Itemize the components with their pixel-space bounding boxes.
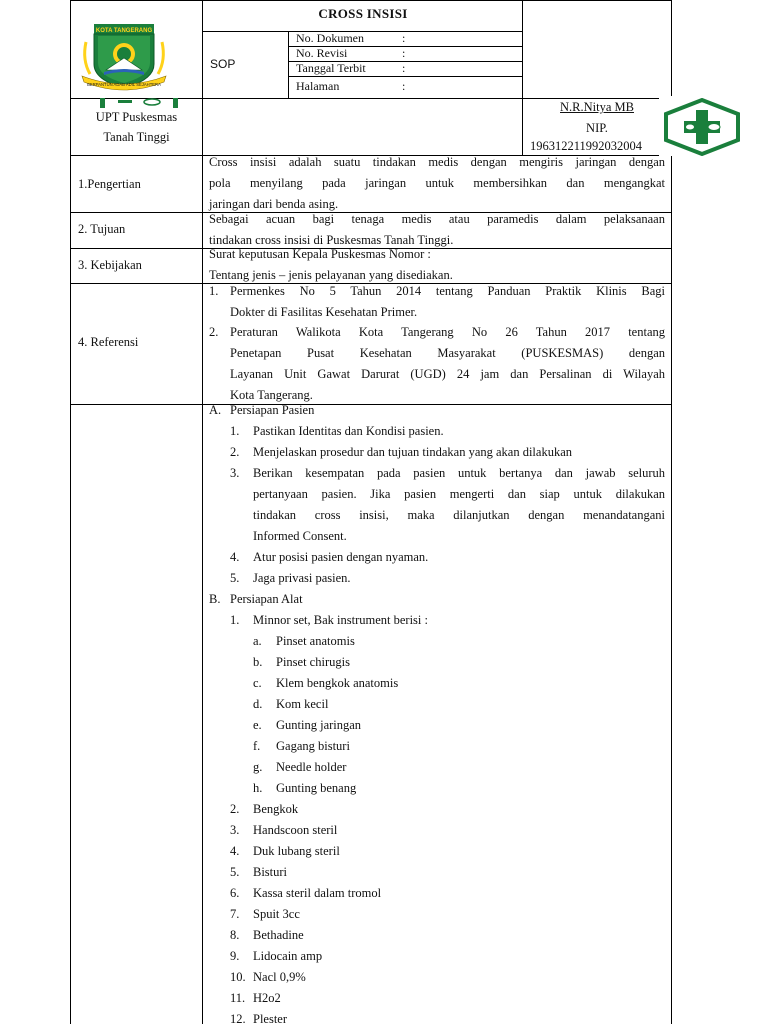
prosedur-b1-sub-h: Gunting benang — [276, 781, 357, 795]
section-label-tujuan: 2. Tujuan — [78, 222, 126, 236]
table-border-top — [70, 0, 672, 1]
prosedur-b-num-10: 10. — [230, 970, 246, 984]
prosedur-a-item-3-line-4: Informed Consent. — [253, 529, 347, 543]
prosedur-b1-sub-g: Needle holder — [276, 760, 347, 774]
prosedur-b1-sub-f: Gagang bisturi — [276, 739, 350, 753]
prosedur-a-num-3: 3. — [230, 466, 240, 480]
prosedur-b1-sub-a: Pinset anatomis — [276, 634, 355, 648]
prosedur-a-item-4: Atur posisi pasien dengan nyaman. — [253, 550, 429, 564]
tujuan-line-1: Sebagai acuan bagi tenaga medis atau paramedis dalam pelaksanaan — [209, 212, 665, 226]
prosedur-b-item-9: Lidocain amp — [253, 949, 323, 963]
prosedur-a-item-5: Jaga privasi pasien. — [253, 571, 351, 585]
referensi-2-line-1: Peraturan Walikota Kota Tangerang No 26 Tahun 2017 tentang — [230, 325, 665, 339]
referensi-1-line-1: Permenkes No 5 Tahun 2014 tentang Panduan Praktik Klinis Bagi — [230, 284, 665, 298]
prosedur-b-item-12: Plester — [253, 1012, 288, 1026]
prosedur-b-num-4: 4. — [230, 844, 240, 858]
prosedur-b1-sub-letter-a: a. — [253, 634, 262, 648]
field-sep-no-dokumen: : — [402, 31, 406, 45]
table-divider-label — [202, 0, 203, 1024]
prosedur-b-num-3: 3. — [230, 823, 240, 837]
referensi-2-line-2: Penetapan Pusat Kesehatan Masyarakat (PUSKESMAS) dengan — [230, 346, 665, 360]
prosedur-b-num-5: 5. — [230, 865, 240, 879]
puskesmas-cross-logo — [662, 98, 742, 156]
referensi-1-line-2: Dokter di Fasilitas Kesehatan Primer. — [230, 305, 418, 319]
kota-tangerang-logo — [78, 20, 170, 96]
prosedur-a-title: Persiapan Pasien — [230, 403, 315, 417]
kebijakan-line-1: Surat keputusan Kepala Puskesmas Nomor : — [209, 247, 431, 261]
prosedur-b-item-4: Duk lubang steril — [253, 844, 340, 858]
prosedur-b-item-3: Handscoon steril — [253, 823, 338, 837]
prosedur-a-num-4: 4. — [230, 550, 240, 564]
field-label-halaman: Halaman — [296, 79, 340, 93]
prosedur-b-num-9: 9. — [230, 949, 240, 963]
table-border-left — [70, 0, 71, 1024]
prosedur-b-item-7: Spuit 3cc — [253, 907, 300, 921]
prosedur-b-item-8: Bethadine — [253, 928, 304, 942]
org-name-line2: Tanah Tinggi — [103, 130, 170, 144]
prosedur-b-num-6: 6. — [230, 886, 240, 900]
prosedur-a-num-2: 2. — [230, 445, 240, 459]
field-sep-tanggal-terbit: : — [402, 61, 406, 75]
referensi-row-bottom — [70, 404, 672, 405]
prosedur-b1-sub-letter-h: h. — [253, 781, 263, 795]
referensi-2-line-4: Kota Tangerang. — [230, 388, 313, 402]
svg-text:KOTA TANGERANG: KOTA TANGERANG — [95, 28, 153, 34]
field-divider-3 — [288, 76, 523, 77]
field-sep-no-revisi: : — [402, 46, 406, 60]
field-label-tanggal-terbit: Tanggal Terbit — [296, 61, 366, 75]
org-name-line1: UPT Puskesmas — [95, 110, 178, 124]
prosedur-a-item-3-line-1: Berikan kesempatan pada pasien untuk bertanya dan jawab seluruh — [253, 466, 665, 480]
prosedur-b1-sub-e: Gunting jaringan — [276, 718, 362, 732]
document-title: CROSS INSISI — [318, 6, 408, 21]
prosedur-a-item-2: Menjelaskan prosedur dan tujuan tindakan yang akan dilakukan — [253, 445, 573, 459]
prosedur-b1-sub-letter-b: b. — [253, 655, 263, 669]
prosedur-b1-sub-letter-c: c. — [253, 676, 262, 690]
prosedur-b-item-1: Minnor set, Bak instrument berisi : — [253, 613, 428, 627]
prosedur-b-num-2: 2. — [230, 802, 240, 816]
prosedur-a-letter: A. — [209, 403, 222, 417]
svg-text:BERPANTUN ADAB ADIL SEJAHTERA: BERPANTUN ADAB ADIL SEJAHTERA — [87, 82, 161, 87]
prosedur-b-item-11: H2o2 — [253, 991, 281, 1005]
section-label-pengertian: 1.Pengertian — [78, 177, 141, 191]
table-divider-fields — [288, 31, 289, 98]
prosedur-b-item-5: Bisturi — [253, 865, 288, 879]
pengertian-line-1: Cross insisi adalah suatu tindakan medis dengan mengiris jaringan dengan — [209, 155, 665, 169]
prosedur-b-num-12: 12. — [230, 1012, 246, 1026]
referensi-2-line-3: Layanan Unit Gawat Darurat (UGD) 24 jam dan Persalinan di Wilayah — [230, 367, 665, 381]
section-label-kebijakan: 3. Kebijakan — [78, 258, 142, 272]
pengertian-line-3: jaringan dari benda asing. — [209, 197, 339, 211]
kebijakan-line-2: Tentang jenis – jenis pelayanan yang disediakan. — [209, 268, 453, 282]
signer-nip-label: NIP. — [586, 121, 608, 135]
prosedur-b1-sub-c: Klem bengkok anatomis — [276, 676, 399, 690]
prosedur-b-letter: B. — [209, 592, 221, 606]
referensi-num-2: 2. — [209, 325, 219, 339]
prosedur-b1-sub-letter-e: e. — [253, 718, 262, 732]
prosedur-b1-sub-b: Pinset chirugis — [276, 655, 350, 669]
prosedur-a-item-3-line-2: pertanyaan pasien. Jika pasien mengerti dan siap untuk dilakukan — [253, 487, 665, 501]
prosedur-a-item-1: Pastikan Identitas dan Kondisi pasien. — [253, 424, 444, 438]
section-label-referensi: 4. Referensi — [78, 335, 139, 349]
prosedur-a-num-1: 1. — [230, 424, 240, 438]
prosedur-b-num-1: 1. — [230, 613, 240, 627]
prosedur-b-num-11: 11. — [230, 991, 246, 1005]
field-sep-halaman: : — [402, 79, 406, 93]
prosedur-b-item-6: Kassa steril dalam tromol — [253, 886, 382, 900]
prosedur-b-title: Persiapan Alat — [230, 592, 303, 606]
prosedur-b-item-2: Bengkok — [253, 802, 299, 816]
tujuan-line-2: tindakan cross insisi di Puskesmas Tanah Tinggi. — [209, 233, 454, 247]
pengertian-line-2: pola menyilang pada jaringan untuk membersihkan dan mengangkat — [209, 176, 665, 190]
prosedur-b1-sub-letter-g: g. — [253, 760, 263, 774]
prosedur-b-num-7: 7. — [230, 907, 240, 921]
signer-nip-value: 196312211992032004 — [530, 139, 643, 153]
prosedur-a-item-3-line-3: tindakan cross insisi, maka dilanjutkan dengan menandatangani — [253, 508, 665, 522]
prosedur-b1-sub-letter-d: d. — [253, 697, 263, 711]
field-label-no-dokumen: No. Dokumen — [296, 31, 364, 45]
field-label-no-revisi: No. Revisi — [296, 46, 348, 60]
prosedur-b-item-10: Nacl 0,9% — [253, 970, 306, 984]
prosedur-b-num-8: 8. — [230, 928, 240, 942]
referensi-num-1: 1. — [209, 284, 219, 298]
signer-name: N.R.Nitya MB — [560, 100, 634, 114]
prosedur-b1-sub-d: Kom kecil — [276, 697, 329, 711]
prosedur-b1-sub-letter-f: f. — [253, 739, 261, 753]
prosedur-a-num-5: 5. — [230, 571, 240, 585]
sop-label: SOP — [210, 57, 236, 71]
